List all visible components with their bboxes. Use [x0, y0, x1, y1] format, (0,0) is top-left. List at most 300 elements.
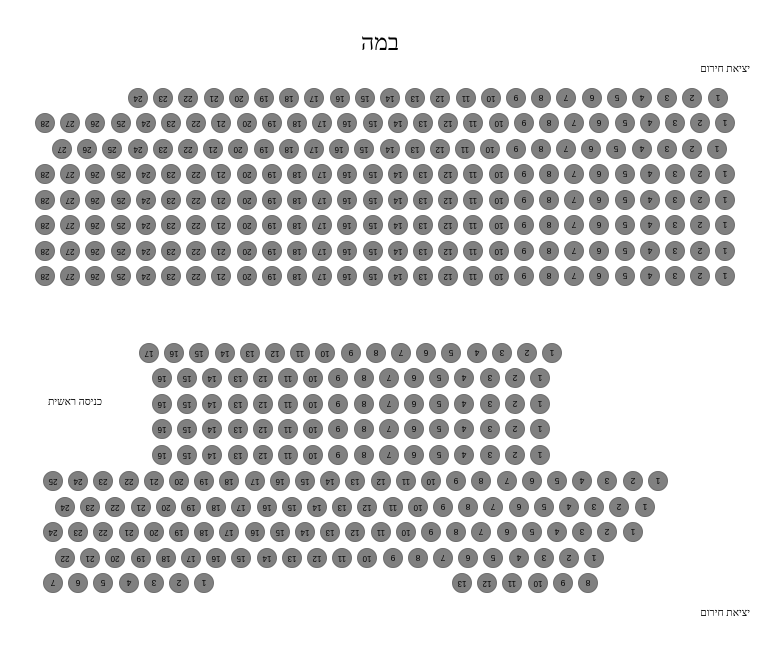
seat[interactable]: 23 — [161, 113, 181, 133]
seat[interactable]: 1 — [715, 164, 735, 184]
seat[interactable]: 17 — [219, 522, 239, 542]
seat[interactable]: 16 — [337, 215, 357, 235]
seat[interactable]: 27 — [60, 241, 80, 261]
seat[interactable]: 23 — [161, 190, 181, 210]
seat[interactable]: 25 — [111, 215, 131, 235]
seat[interactable]: 10 — [303, 445, 323, 465]
seat[interactable]: 10 — [303, 419, 323, 439]
seat[interactable]: 23 — [161, 164, 181, 184]
seat[interactable]: 17 — [312, 241, 332, 261]
seat[interactable]: 21 — [211, 241, 231, 261]
seat[interactable]: 3 — [665, 190, 685, 210]
seat[interactable]: 2 — [505, 419, 525, 439]
seat[interactable]: 9 — [383, 548, 403, 568]
seat[interactable]: 26 — [85, 241, 105, 261]
seat[interactable]: 1 — [584, 548, 604, 568]
seat[interactable]: 3 — [665, 241, 685, 261]
seat[interactable]: 23 — [93, 471, 113, 491]
seat[interactable]: 5 — [615, 190, 635, 210]
seat[interactable]: 16 — [245, 522, 265, 542]
seat[interactable]: 7 — [379, 445, 399, 465]
seat[interactable]: 19 — [169, 522, 189, 542]
seat[interactable]: 7 — [564, 164, 584, 184]
seat[interactable]: 7 — [471, 522, 491, 542]
seat[interactable]: 9 — [514, 241, 534, 261]
seat[interactable]: 9 — [421, 522, 441, 542]
seat[interactable]: 12 — [430, 139, 450, 159]
seat[interactable]: 7 — [564, 266, 584, 286]
seat[interactable]: 25 — [43, 471, 63, 491]
seat[interactable]: 4 — [640, 164, 660, 184]
seat[interactable]: 26 — [77, 139, 97, 159]
seat[interactable]: 5 — [429, 419, 449, 439]
seat[interactable]: 5 — [615, 113, 635, 133]
seat[interactable]: 10 — [489, 113, 509, 133]
seat[interactable]: 21 — [144, 471, 164, 491]
seat[interactable]: 10 — [315, 343, 335, 363]
seat[interactable]: 21 — [211, 164, 231, 184]
seat[interactable]: 5 — [606, 139, 626, 159]
seat[interactable]: 21 — [80, 548, 100, 568]
seat[interactable]: 8 — [539, 190, 559, 210]
seat[interactable]: 3 — [665, 164, 685, 184]
seat[interactable]: 27 — [60, 113, 80, 133]
seat[interactable]: 20 — [156, 497, 176, 517]
seat[interactable]: 14 — [388, 241, 408, 261]
seat[interactable]: 7 — [379, 394, 399, 414]
seat[interactable]: 4 — [467, 343, 487, 363]
seat[interactable]: 18 — [287, 215, 307, 235]
seat[interactable]: 8 — [539, 241, 559, 261]
seat[interactable]: 6 — [497, 522, 517, 542]
seat[interactable]: 24 — [136, 113, 156, 133]
seat[interactable]: 21 — [211, 113, 231, 133]
seat[interactable]: 3 — [480, 445, 500, 465]
seat[interactable]: 2 — [690, 215, 710, 235]
seat[interactable]: 11 — [463, 215, 483, 235]
seat[interactable]: 8 — [531, 139, 551, 159]
seat[interactable]: 6 — [582, 88, 602, 108]
seat[interactable]: 1 — [715, 190, 735, 210]
seat[interactable]: 13 — [405, 139, 425, 159]
seat[interactable]: 2 — [690, 241, 710, 261]
seat[interactable]: 15 — [270, 522, 290, 542]
seat[interactable]: 15 — [363, 190, 383, 210]
seat[interactable]: 2 — [682, 88, 702, 108]
seat[interactable]: 5 — [615, 215, 635, 235]
seat[interactable]: 20 — [229, 88, 249, 108]
seat[interactable]: 17 — [304, 139, 324, 159]
seat[interactable]: 2 — [559, 548, 579, 568]
seat[interactable]: 14 — [295, 522, 315, 542]
seat[interactable]: 4 — [640, 113, 660, 133]
seat[interactable]: 13 — [228, 419, 248, 439]
seat[interactable]: 12 — [307, 548, 327, 568]
seat[interactable]: 9 — [328, 445, 348, 465]
seat[interactable]: 3 — [657, 88, 677, 108]
seat[interactable]: 4 — [454, 368, 474, 388]
seat[interactable]: 23 — [68, 522, 88, 542]
seat[interactable]: 3 — [665, 113, 685, 133]
seat[interactable]: 15 — [363, 241, 383, 261]
seat[interactable]: 11 — [463, 241, 483, 261]
seat[interactable]: 8 — [539, 215, 559, 235]
seat[interactable]: 3 — [480, 368, 500, 388]
seat[interactable]: 19 — [181, 497, 201, 517]
seat[interactable]: 27 — [60, 190, 80, 210]
seat[interactable]: 3 — [657, 139, 677, 159]
seat[interactable]: 12 — [253, 394, 273, 414]
seat[interactable]: 12 — [253, 419, 273, 439]
seat[interactable]: 16 — [329, 139, 349, 159]
seat[interactable]: 22 — [105, 497, 125, 517]
seat[interactable]: 5 — [441, 343, 461, 363]
seat[interactable]: 25 — [111, 266, 131, 286]
seat[interactable]: 9 — [514, 164, 534, 184]
seat[interactable]: 16 — [257, 497, 277, 517]
seat[interactable]: 15 — [282, 497, 302, 517]
seat[interactable]: 22 — [186, 215, 206, 235]
seat[interactable]: 14 — [388, 190, 408, 210]
seat[interactable]: 3 — [480, 394, 500, 414]
seat[interactable]: 16 — [337, 266, 357, 286]
seat[interactable]: 7 — [556, 139, 576, 159]
seat[interactable]: 1 — [542, 343, 562, 363]
seat[interactable]: 13 — [228, 445, 248, 465]
seat[interactable]: 22 — [186, 190, 206, 210]
seat[interactable]: 8 — [539, 266, 559, 286]
seat[interactable]: 10 — [489, 266, 509, 286]
seat[interactable]: 16 — [152, 445, 172, 465]
seat[interactable]: 4 — [119, 573, 139, 593]
seat[interactable]: 3 — [665, 266, 685, 286]
seat[interactable]: 18 — [287, 266, 307, 286]
seat[interactable]: 13 — [405, 88, 425, 108]
seat[interactable]: 4 — [509, 548, 529, 568]
seat[interactable]: 18 — [206, 497, 226, 517]
seat[interactable]: 10 — [480, 139, 500, 159]
seat[interactable]: 9 — [514, 215, 534, 235]
seat[interactable]: 14 — [320, 471, 340, 491]
seat[interactable]: 14 — [202, 368, 222, 388]
seat[interactable]: 12 — [371, 471, 391, 491]
seat[interactable]: 14 — [202, 419, 222, 439]
seat[interactable]: 6 — [589, 113, 609, 133]
seat[interactable]: 12 — [438, 266, 458, 286]
seat[interactable]: 11 — [463, 164, 483, 184]
seat[interactable]: 13 — [332, 497, 352, 517]
seat[interactable]: 24 — [136, 190, 156, 210]
seat[interactable]: 18 — [279, 88, 299, 108]
seat[interactable]: 13 — [240, 343, 260, 363]
seat[interactable]: 1 — [715, 215, 735, 235]
seat[interactable]: 27 — [60, 215, 80, 235]
seat[interactable]: 9 — [341, 343, 361, 363]
seat[interactable]: 4 — [547, 522, 567, 542]
seat[interactable]: 19 — [194, 471, 214, 491]
seat[interactable]: 19 — [254, 139, 274, 159]
seat[interactable]: 24 — [136, 266, 156, 286]
seat[interactable]: 15 — [177, 368, 197, 388]
seat[interactable]: 20 — [237, 241, 257, 261]
seat[interactable]: 7 — [564, 215, 584, 235]
seat[interactable]: 18 — [287, 190, 307, 210]
seat[interactable]: 25 — [111, 190, 131, 210]
seat[interactable]: 25 — [111, 241, 131, 261]
seat[interactable]: 20 — [228, 139, 248, 159]
seat[interactable]: 1 — [530, 419, 550, 439]
seat[interactable]: 20 — [105, 548, 125, 568]
seat[interactable]: 10 — [303, 394, 323, 414]
seat[interactable]: 28 — [35, 113, 55, 133]
seat[interactable]: 22 — [186, 113, 206, 133]
seat[interactable]: 17 — [312, 113, 332, 133]
seat[interactable]: 11 — [463, 190, 483, 210]
seat[interactable]: 23 — [80, 497, 100, 517]
seat[interactable]: 10 — [489, 190, 509, 210]
seat[interactable]: 11 — [383, 497, 403, 517]
seat[interactable]: 23 — [161, 266, 181, 286]
seat[interactable]: 2 — [623, 471, 643, 491]
seat[interactable]: 6 — [581, 139, 601, 159]
seat[interactable]: 2 — [690, 113, 710, 133]
seat[interactable]: 3 — [572, 522, 592, 542]
seat[interactable]: 2 — [505, 394, 525, 414]
seat[interactable]: 18 — [194, 522, 214, 542]
seat[interactable]: 14 — [380, 88, 400, 108]
seat[interactable]: 6 — [589, 215, 609, 235]
seat[interactable]: 20 — [237, 215, 257, 235]
seat[interactable]: 20 — [237, 190, 257, 210]
seat[interactable]: 4 — [640, 266, 660, 286]
seat[interactable]: 17 — [181, 548, 201, 568]
seat[interactable]: 5 — [93, 573, 113, 593]
seat[interactable]: 9 — [506, 139, 526, 159]
seat[interactable]: 20 — [237, 266, 257, 286]
seat[interactable]: 14 — [215, 343, 235, 363]
seat[interactable]: 2 — [517, 343, 537, 363]
seat[interactable]: 6 — [404, 394, 424, 414]
seat[interactable]: 10 — [489, 241, 509, 261]
seat[interactable]: 15 — [363, 266, 383, 286]
seat[interactable]: 3 — [492, 343, 512, 363]
seat[interactable]: 13 — [413, 266, 433, 286]
seat[interactable]: 8 — [354, 368, 374, 388]
seat[interactable]: 1 — [707, 139, 727, 159]
seat[interactable]: 2 — [597, 522, 617, 542]
seat[interactable]: 1 — [530, 445, 550, 465]
seat[interactable]: 1 — [715, 266, 735, 286]
seat[interactable]: 15 — [363, 215, 383, 235]
seat[interactable]: 1 — [530, 368, 550, 388]
seat[interactable]: 1 — [194, 573, 214, 593]
seat[interactable]: 22 — [119, 471, 139, 491]
seat[interactable]: 16 — [206, 548, 226, 568]
seat[interactable]: 1 — [715, 241, 735, 261]
seat[interactable]: 5 — [522, 522, 542, 542]
seat[interactable]: 14 — [257, 548, 277, 568]
seat[interactable]: 11 — [278, 394, 298, 414]
seat[interactable]: 7 — [564, 241, 584, 261]
seat[interactable]: 6 — [509, 497, 529, 517]
seat[interactable]: 9 — [514, 113, 534, 133]
seat[interactable]: 10 — [421, 471, 441, 491]
seat[interactable]: 15 — [231, 548, 251, 568]
seat[interactable]: 13 — [345, 471, 365, 491]
seat[interactable]: 13 — [413, 164, 433, 184]
seat[interactable]: 18 — [219, 471, 239, 491]
seat[interactable]: 13 — [413, 215, 433, 235]
seat[interactable]: 6 — [458, 548, 478, 568]
seat[interactable]: 7 — [43, 573, 63, 593]
seat[interactable]: 9 — [553, 573, 573, 593]
seat[interactable]: 24 — [43, 522, 63, 542]
seat[interactable]: 8 — [578, 573, 598, 593]
seat[interactable]: 2 — [682, 139, 702, 159]
seat[interactable]: 17 — [312, 164, 332, 184]
seat[interactable]: 12 — [438, 215, 458, 235]
seat[interactable]: 12 — [430, 88, 450, 108]
seat[interactable]: 5 — [615, 164, 635, 184]
seat[interactable]: 4 — [559, 497, 579, 517]
seat[interactable]: 16 — [152, 394, 172, 414]
seat[interactable]: 8 — [354, 419, 374, 439]
seat[interactable]: 19 — [262, 164, 282, 184]
seat[interactable]: 17 — [231, 497, 251, 517]
seat[interactable]: 4 — [454, 445, 474, 465]
seat[interactable]: 13 — [452, 573, 472, 593]
seat[interactable]: 28 — [35, 164, 55, 184]
seat[interactable]: 22 — [186, 164, 206, 184]
seat[interactable]: 16 — [330, 88, 350, 108]
seat[interactable]: 15 — [177, 394, 197, 414]
seat[interactable]: 7 — [564, 190, 584, 210]
seat[interactable]: 23 — [153, 88, 173, 108]
seat[interactable]: 6 — [404, 419, 424, 439]
seat[interactable]: 17 — [312, 215, 332, 235]
seat[interactable]: 22 — [178, 139, 198, 159]
seat[interactable]: 4 — [632, 88, 652, 108]
seat[interactable]: 12 — [265, 343, 285, 363]
seat[interactable]: 15 — [363, 113, 383, 133]
seat[interactable]: 15 — [363, 164, 383, 184]
seat[interactable]: 6 — [68, 573, 88, 593]
seat[interactable]: 18 — [156, 548, 176, 568]
seat[interactable]: 6 — [589, 241, 609, 261]
seat[interactable]: 13 — [228, 394, 248, 414]
seat[interactable]: 13 — [413, 113, 433, 133]
seat[interactable]: 12 — [438, 241, 458, 261]
seat[interactable]: 21 — [211, 215, 231, 235]
seat[interactable]: 1 — [715, 113, 735, 133]
seat[interactable]: 14 — [388, 266, 408, 286]
seat[interactable]: 21 — [131, 497, 151, 517]
seat[interactable]: 1 — [708, 88, 728, 108]
seat[interactable]: 16 — [337, 164, 357, 184]
seat[interactable]: 8 — [458, 497, 478, 517]
seat[interactable]: 26 — [85, 266, 105, 286]
seat[interactable]: 6 — [589, 266, 609, 286]
seat[interactable]: 6 — [404, 368, 424, 388]
seat[interactable]: 8 — [539, 113, 559, 133]
seat[interactable]: 23 — [153, 139, 173, 159]
seat[interactable]: 9 — [328, 368, 348, 388]
seat[interactable]: 6 — [416, 343, 436, 363]
seat[interactable]: 1 — [635, 497, 655, 517]
seat[interactable]: 9 — [328, 419, 348, 439]
seat[interactable]: 14 — [380, 139, 400, 159]
seat[interactable]: 22 — [93, 522, 113, 542]
seat[interactable]: 5 — [534, 497, 554, 517]
seat[interactable]: 15 — [177, 445, 197, 465]
seat[interactable]: 16 — [152, 368, 172, 388]
seat[interactable]: 12 — [357, 497, 377, 517]
seat[interactable]: 11 — [278, 445, 298, 465]
seat[interactable]: 11 — [278, 368, 298, 388]
seat[interactable]: 21 — [211, 190, 231, 210]
seat[interactable]: 11 — [455, 139, 475, 159]
seat[interactable]: 7 — [556, 88, 576, 108]
seat[interactable]: 5 — [615, 266, 635, 286]
seat[interactable]: 26 — [85, 164, 105, 184]
seat[interactable]: 15 — [354, 139, 374, 159]
seat[interactable]: 2 — [609, 497, 629, 517]
seat[interactable]: 2 — [505, 445, 525, 465]
seat[interactable]: 27 — [60, 266, 80, 286]
seat[interactable]: 8 — [354, 394, 374, 414]
seat[interactable]: 26 — [85, 113, 105, 133]
seat[interactable]: 13 — [413, 241, 433, 261]
seat[interactable]: 23 — [161, 241, 181, 261]
seat[interactable]: 11 — [371, 522, 391, 542]
seat[interactable]: 12 — [253, 445, 273, 465]
seat[interactable]: 2 — [169, 573, 189, 593]
seat[interactable]: 4 — [454, 419, 474, 439]
seat[interactable]: 2 — [690, 190, 710, 210]
seat[interactable]: 28 — [35, 215, 55, 235]
seat[interactable]: 17 — [304, 88, 324, 108]
seat[interactable]: 5 — [615, 241, 635, 261]
seat[interactable]: 4 — [640, 190, 660, 210]
seat[interactable]: 8 — [531, 88, 551, 108]
seat[interactable]: 12 — [253, 368, 273, 388]
seat[interactable]: 26 — [85, 215, 105, 235]
seat[interactable]: 8 — [471, 471, 491, 491]
seat[interactable]: 14 — [388, 215, 408, 235]
seat[interactable]: 3 — [584, 497, 604, 517]
seat[interactable]: 22 — [186, 266, 206, 286]
seat[interactable]: 11 — [332, 548, 352, 568]
seat[interactable]: 21 — [119, 522, 139, 542]
seat[interactable]: 27 — [60, 164, 80, 184]
seat[interactable]: 13 — [228, 368, 248, 388]
seat[interactable]: 9 — [446, 471, 466, 491]
seat[interactable]: 6 — [589, 190, 609, 210]
seat[interactable]: 20 — [169, 471, 189, 491]
seat[interactable]: 19 — [262, 241, 282, 261]
seat[interactable]: 7 — [379, 368, 399, 388]
seat[interactable]: 5 — [547, 471, 567, 491]
seat[interactable]: 16 — [337, 241, 357, 261]
seat[interactable]: 19 — [262, 113, 282, 133]
seat[interactable]: 14 — [202, 445, 222, 465]
seat[interactable]: 11 — [463, 113, 483, 133]
seat[interactable]: 5 — [429, 368, 449, 388]
seat[interactable]: 13 — [413, 190, 433, 210]
seat[interactable]: 6 — [404, 445, 424, 465]
seat[interactable]: 25 — [111, 113, 131, 133]
seat[interactable]: 15 — [189, 343, 209, 363]
